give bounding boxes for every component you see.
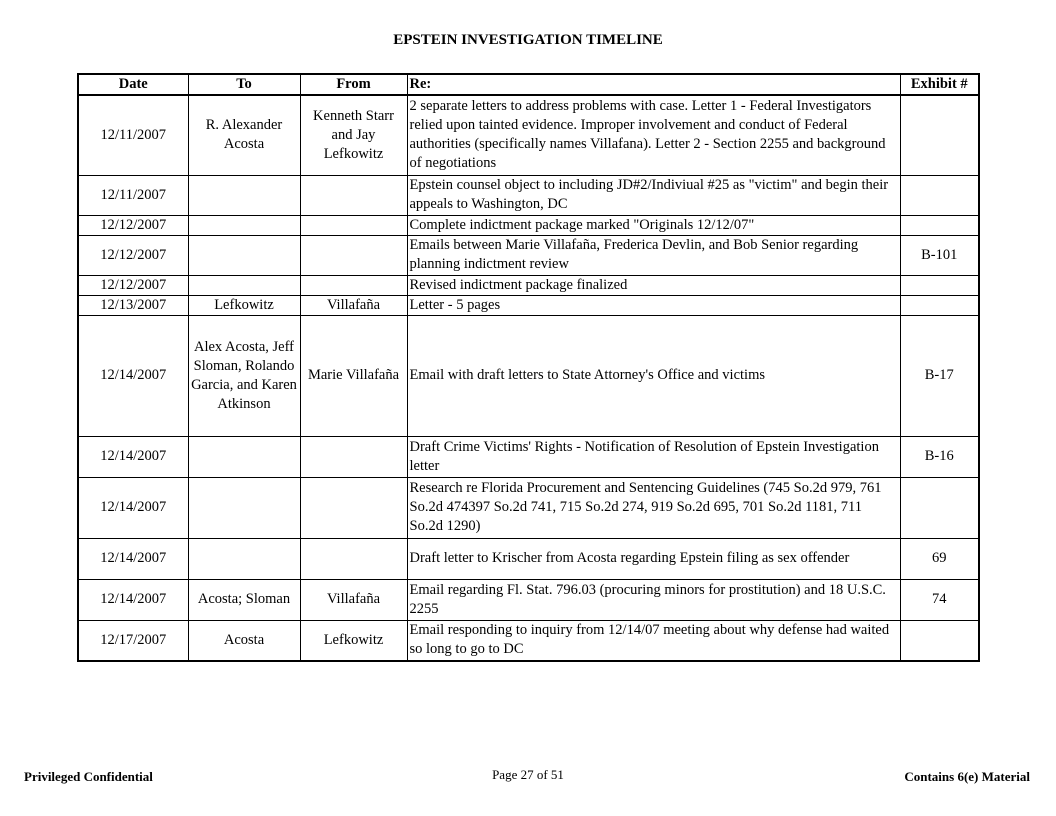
cell-date: 12/17/2007: [78, 620, 188, 661]
cell-date: 12/13/2007: [78, 295, 188, 315]
cell-date: 12/14/2007: [78, 315, 188, 436]
table-row: [78, 620, 979, 661]
cell-exhibit: [900, 215, 979, 235]
cell-to: [188, 436, 300, 477]
cell-from: Lefkowitz: [300, 620, 407, 661]
table-row: [78, 215, 979, 235]
cell-from: [300, 477, 407, 538]
table-row: [78, 295, 979, 315]
cell-exhibit: [900, 477, 979, 538]
cell-to: R. Alexander Acosta: [188, 95, 300, 175]
cell-from: [300, 275, 407, 295]
cell-date: 12/11/2007: [78, 175, 188, 215]
cell-to: Acosta: [188, 620, 300, 661]
cell-exhibit: [900, 95, 979, 175]
table-header-row: [78, 74, 979, 95]
cell-date: 12/14/2007: [78, 538, 188, 579]
cell-date: 12/14/2007: [78, 579, 188, 620]
cell-re: Draft letter to Krischer from Acosta regarding Epstein filing as sex offender: [407, 538, 900, 579]
table-row: [78, 315, 979, 436]
cell-exhibit: 69: [900, 538, 979, 579]
table-row: [78, 436, 979, 477]
cell-to: Lefkowitz: [188, 295, 300, 315]
cell-re: Research re Florida Procurement and Sentencing Guidelines (745 So.2d 979, 761 So.2d 474397 So.2d 741, 715 So.2d 274, 919 So.2d 695, 701 So.2d 1181, 711 So.2d 1290): [407, 477, 900, 538]
cell-from: [300, 436, 407, 477]
cell-from: [300, 538, 407, 579]
column-header-re: Re:: [407, 74, 900, 95]
cell-re: Emails between Marie Villafaña, Frederica Devlin, and Bob Senior regarding planning indictment review: [407, 235, 900, 275]
cell-from: [300, 235, 407, 275]
cell-exhibit: B-101: [900, 235, 979, 275]
table-row: [78, 579, 979, 620]
cell-from: Kenneth Starr and Jay Lefkowitz: [300, 95, 407, 175]
footer-page-number: Page 27 of 51: [492, 767, 564, 782]
table-row: [78, 275, 979, 295]
cell-to: [188, 235, 300, 275]
cell-re: Email responding to inquiry from 12/14/07 meeting about why defense had waited so long to go to DC: [407, 620, 900, 661]
cell-re: Revised indictment package finalized: [407, 275, 900, 295]
cell-date: 12/14/2007: [78, 477, 188, 538]
cell-exhibit: [900, 295, 979, 315]
cell-re: Letter - 5 pages: [407, 295, 900, 315]
cell-date: 12/12/2007: [78, 275, 188, 295]
cell-re: Email with draft letters to State Attorney's Office and victims: [407, 315, 900, 436]
cell-exhibit: [900, 275, 979, 295]
cell-to: [188, 215, 300, 235]
table-row: [78, 175, 979, 215]
footer-6e-label: Contains 6(e) Material: [904, 769, 1030, 784]
cell-to: Alex Acosta, Jeff Sloman, Rolando Garcia, and Karen Atkinson: [188, 315, 300, 436]
table-row: [78, 235, 979, 275]
cell-to: [188, 538, 300, 579]
cell-date: 12/12/2007: [78, 215, 188, 235]
cell-to: [188, 175, 300, 215]
cell-exhibit: B-17: [900, 315, 979, 436]
column-header-from: From: [300, 74, 407, 95]
cell-from: Villafaña: [300, 579, 407, 620]
table-row: [78, 477, 979, 538]
cell-re: Complete indictment package marked "Originals 12/12/07": [407, 215, 900, 235]
cell-from: Marie Villafaña: [300, 315, 407, 436]
cell-re: Draft Crime Victims' Rights - Notification of Resolution of Epstein Investigation letter: [407, 436, 900, 477]
cell-to: [188, 477, 300, 538]
table-row: [78, 95, 979, 175]
cell-from: [300, 175, 407, 215]
cell-to: Acosta; Sloman: [188, 579, 300, 620]
cell-date: 12/12/2007: [78, 235, 188, 275]
cell-exhibit: [900, 175, 979, 215]
cell-date: 12/14/2007: [78, 436, 188, 477]
cell-date: 12/11/2007: [78, 95, 188, 175]
timeline-table: [77, 73, 980, 662]
cell-exhibit: B-16: [900, 436, 979, 477]
column-header-to: To: [188, 74, 300, 95]
cell-to: [188, 275, 300, 295]
cell-re: Epstein counsel object to including JD#2/Indiviual #25 as "victim" and begin their appeals to Washington, DC: [407, 175, 900, 215]
table-row: [78, 538, 979, 579]
cell-exhibit: 74: [900, 579, 979, 620]
page-title: EPSTEIN INVESTIGATION TIMELINE: [393, 32, 663, 48]
column-header-date: Date: [78, 74, 188, 95]
footer-privileged-label: Privileged Confidential: [24, 769, 153, 784]
column-header-exhibit: Exhibit #: [900, 74, 979, 95]
cell-from: [300, 215, 407, 235]
cell-re: Email regarding Fl. Stat. 796.03 (procuring minors for prostitution) and 18 U.S.C. 2255: [407, 579, 900, 620]
cell-re: 2 separate letters to address problems with case. Letter 1 - Federal Investigators relied upon tainted evidence. Improper involvement and conduct of Federal authorities (specifically names Villafana). Letter 2 - Section 2255 and background of negotiations: [407, 95, 900, 175]
cell-exhibit: [900, 620, 979, 661]
cell-from: Villafaña: [300, 295, 407, 315]
